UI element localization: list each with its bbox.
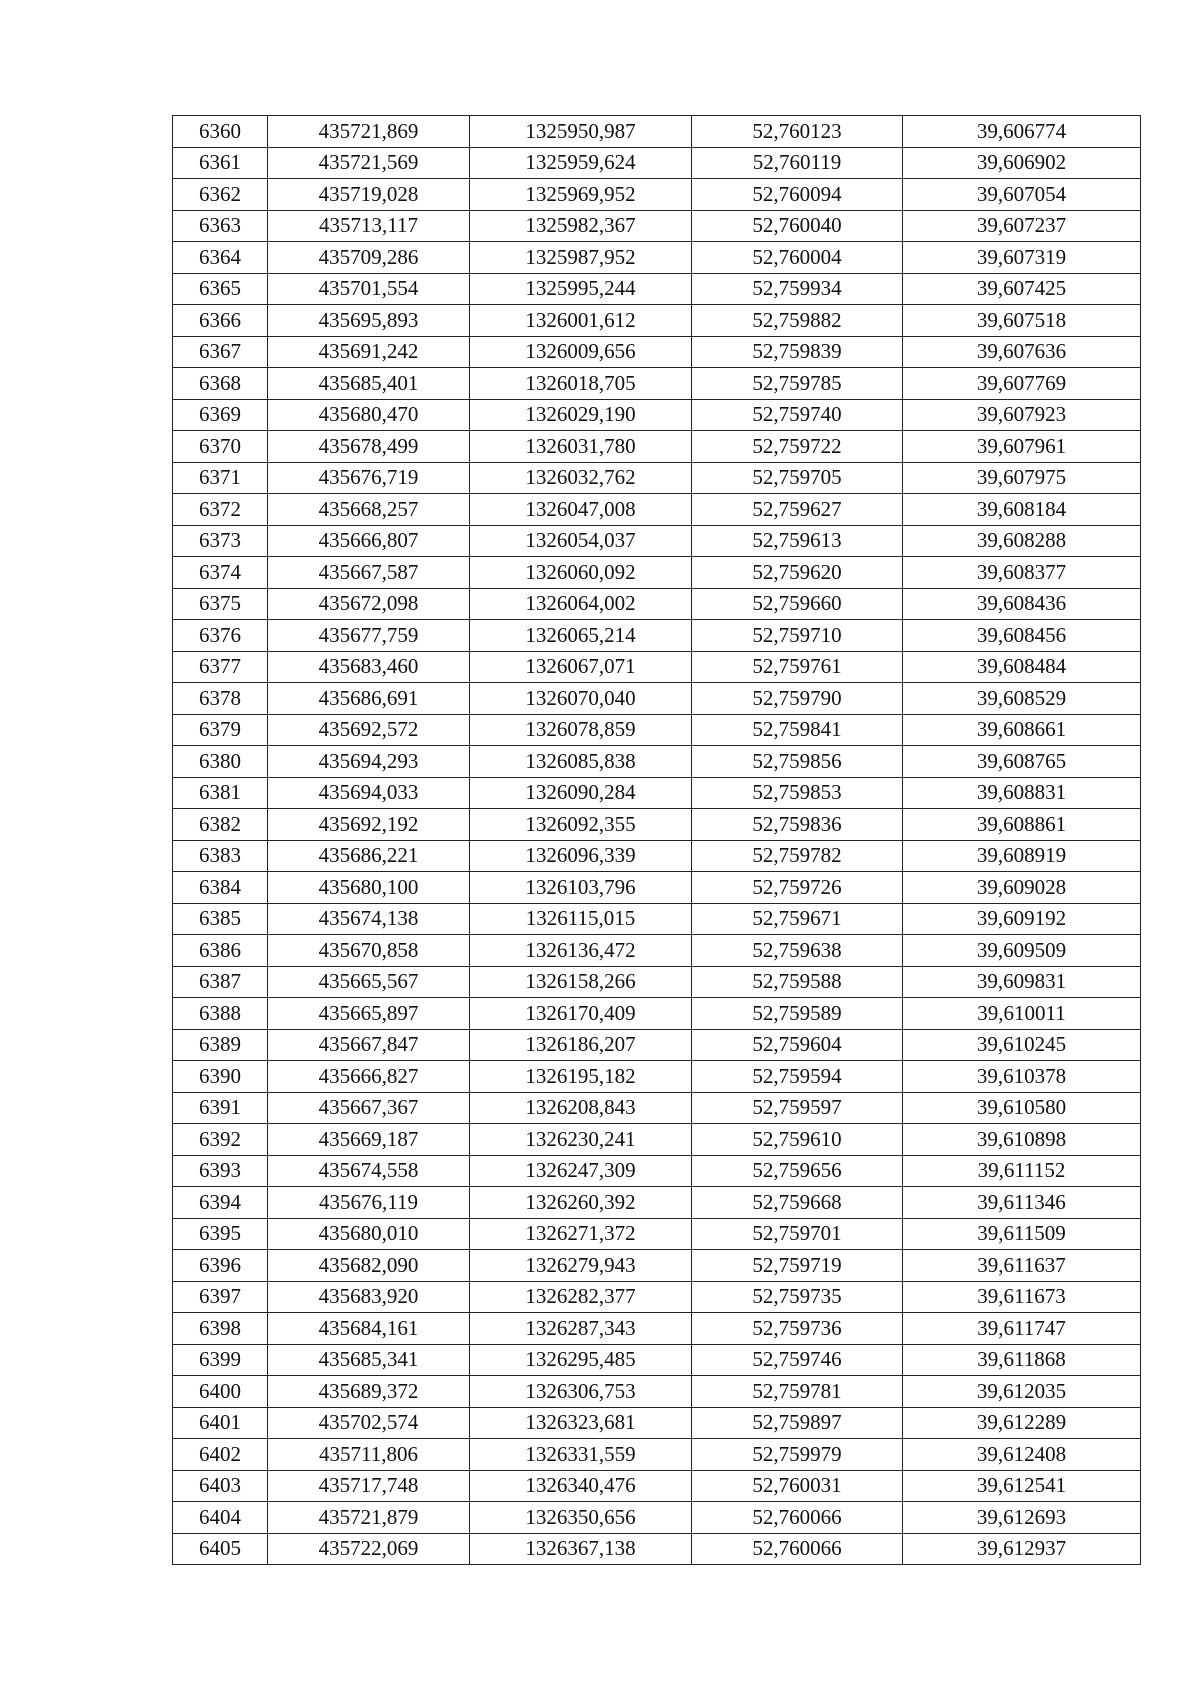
y-coordinate-cell: 1326085,838	[470, 746, 692, 778]
latitude-cell: 52,759836	[692, 809, 903, 841]
longitude-cell: 39,608919	[903, 840, 1141, 872]
point-number-cell: 6403	[173, 1470, 268, 1502]
y-coordinate-cell: 1326367,138	[470, 1533, 692, 1565]
x-coordinate-cell: 435676,119	[268, 1187, 470, 1219]
table-row	[173, 714, 1141, 746]
x-coordinate-cell: 435667,587	[268, 557, 470, 589]
x-coordinate-cell: 435680,010	[268, 1218, 470, 1250]
table-row	[173, 1061, 1141, 1093]
y-coordinate-cell: 1326096,339	[470, 840, 692, 872]
x-coordinate-cell: 435668,257	[268, 494, 470, 526]
x-coordinate-cell: 435669,187	[268, 1124, 470, 1156]
y-coordinate-cell: 1326170,409	[470, 998, 692, 1030]
latitude-cell: 52,759736	[692, 1313, 903, 1345]
point-number-cell: 6360	[173, 116, 268, 148]
point-number-cell: 6394	[173, 1187, 268, 1219]
longitude-cell: 39,608288	[903, 525, 1141, 557]
point-number-cell: 6368	[173, 368, 268, 400]
point-number-cell: 6375	[173, 588, 268, 620]
x-coordinate-cell: 435719,028	[268, 179, 470, 211]
y-coordinate-cell: 1326032,762	[470, 462, 692, 494]
table-row	[173, 462, 1141, 494]
point-number-cell: 6387	[173, 966, 268, 998]
y-coordinate-cell: 1326067,071	[470, 651, 692, 683]
table-row	[173, 273, 1141, 305]
table-row	[173, 1187, 1141, 1219]
longitude-cell: 39,608456	[903, 620, 1141, 652]
point-number-cell: 6379	[173, 714, 268, 746]
longitude-cell: 39,610245	[903, 1029, 1141, 1061]
latitude-cell: 52,759604	[692, 1029, 903, 1061]
x-coordinate-cell: 435702,574	[268, 1407, 470, 1439]
x-coordinate-cell: 435680,470	[268, 399, 470, 431]
point-number-cell: 6370	[173, 431, 268, 463]
x-coordinate-cell: 435711,806	[268, 1439, 470, 1471]
table-row	[173, 336, 1141, 368]
point-number-cell: 6397	[173, 1281, 268, 1313]
y-coordinate-cell: 1326340,476	[470, 1470, 692, 1502]
latitude-cell: 52,759710	[692, 620, 903, 652]
latitude-cell: 52,760066	[692, 1502, 903, 1534]
point-number-cell: 6389	[173, 1029, 268, 1061]
y-coordinate-cell: 1326115,015	[470, 903, 692, 935]
x-coordinate-cell: 435721,869	[268, 116, 470, 148]
point-number-cell: 6381	[173, 777, 268, 809]
y-coordinate-cell: 1325950,987	[470, 116, 692, 148]
longitude-cell: 39,608661	[903, 714, 1141, 746]
y-coordinate-cell: 1326009,656	[470, 336, 692, 368]
table-row	[173, 210, 1141, 242]
y-coordinate-cell: 1326018,705	[470, 368, 692, 400]
y-coordinate-cell: 1326103,796	[470, 872, 692, 904]
latitude-cell: 52,759589	[692, 998, 903, 1030]
x-coordinate-cell: 435721,569	[268, 147, 470, 179]
table-row	[173, 966, 1141, 998]
table-row	[173, 777, 1141, 809]
table-row	[173, 1533, 1141, 1565]
longitude-cell: 39,611346	[903, 1187, 1141, 1219]
latitude-cell: 52,759853	[692, 777, 903, 809]
longitude-cell: 39,607237	[903, 210, 1141, 242]
y-coordinate-cell: 1326158,266	[470, 966, 692, 998]
point-number-cell: 6378	[173, 683, 268, 715]
point-number-cell: 6366	[173, 305, 268, 337]
longitude-cell: 39,608831	[903, 777, 1141, 809]
latitude-cell: 52,760094	[692, 179, 903, 211]
y-coordinate-cell: 1326186,207	[470, 1029, 692, 1061]
latitude-cell: 52,760119	[692, 147, 903, 179]
table-row	[173, 620, 1141, 652]
y-coordinate-cell: 1326247,309	[470, 1155, 692, 1187]
x-coordinate-cell: 435667,367	[268, 1092, 470, 1124]
table-row	[173, 179, 1141, 211]
point-number-cell: 6399	[173, 1344, 268, 1376]
y-coordinate-cell: 1326136,472	[470, 935, 692, 967]
longitude-cell: 39,611673	[903, 1281, 1141, 1313]
x-coordinate-cell: 435674,558	[268, 1155, 470, 1187]
x-coordinate-cell: 435667,847	[268, 1029, 470, 1061]
point-number-cell: 6372	[173, 494, 268, 526]
point-number-cell: 6384	[173, 872, 268, 904]
point-number-cell: 6385	[173, 903, 268, 935]
latitude-cell: 52,760031	[692, 1470, 903, 1502]
table-row	[173, 1092, 1141, 1124]
point-number-cell: 6367	[173, 336, 268, 368]
latitude-cell: 52,759656	[692, 1155, 903, 1187]
point-number-cell: 6401	[173, 1407, 268, 1439]
point-number-cell: 6396	[173, 1250, 268, 1282]
latitude-cell: 52,760066	[692, 1533, 903, 1565]
point-number-cell: 6404	[173, 1502, 268, 1534]
longitude-cell: 39,608184	[903, 494, 1141, 526]
longitude-cell: 39,607769	[903, 368, 1141, 400]
longitude-cell: 39,609831	[903, 966, 1141, 998]
latitude-cell: 52,759638	[692, 935, 903, 967]
x-coordinate-cell: 435678,499	[268, 431, 470, 463]
point-number-cell: 6386	[173, 935, 268, 967]
y-coordinate-cell: 1326047,008	[470, 494, 692, 526]
point-number-cell: 6362	[173, 179, 268, 211]
latitude-cell: 52,759785	[692, 368, 903, 400]
longitude-cell: 39,612035	[903, 1376, 1141, 1408]
point-number-cell: 6374	[173, 557, 268, 589]
x-coordinate-cell: 435676,719	[268, 462, 470, 494]
point-number-cell: 6393	[173, 1155, 268, 1187]
y-coordinate-cell: 1326029,190	[470, 399, 692, 431]
point-number-cell: 6395	[173, 1218, 268, 1250]
y-coordinate-cell: 1326090,284	[470, 777, 692, 809]
x-coordinate-cell: 435717,748	[268, 1470, 470, 1502]
table-row	[173, 494, 1141, 526]
y-coordinate-cell: 1326279,943	[470, 1250, 692, 1282]
table-row	[173, 998, 1141, 1030]
longitude-cell: 39,607636	[903, 336, 1141, 368]
latitude-cell: 52,759934	[692, 273, 903, 305]
latitude-cell: 52,759740	[692, 399, 903, 431]
longitude-cell: 39,609509	[903, 935, 1141, 967]
y-coordinate-cell: 1326271,372	[470, 1218, 692, 1250]
y-coordinate-cell: 1326230,241	[470, 1124, 692, 1156]
latitude-cell: 52,759588	[692, 966, 903, 998]
table-row	[173, 1344, 1141, 1376]
latitude-cell: 52,759722	[692, 431, 903, 463]
longitude-cell: 39,612693	[903, 1502, 1141, 1534]
x-coordinate-cell: 435694,033	[268, 777, 470, 809]
latitude-cell: 52,759701	[692, 1218, 903, 1250]
x-coordinate-cell: 435692,192	[268, 809, 470, 841]
longitude-cell: 39,609192	[903, 903, 1141, 935]
x-coordinate-cell: 435684,161	[268, 1313, 470, 1345]
table-row	[173, 525, 1141, 557]
point-number-cell: 6383	[173, 840, 268, 872]
table-row	[173, 1029, 1141, 1061]
latitude-cell: 52,759594	[692, 1061, 903, 1093]
latitude-cell: 52,759839	[692, 336, 903, 368]
x-coordinate-cell: 435691,242	[268, 336, 470, 368]
y-coordinate-cell: 1326331,559	[470, 1439, 692, 1471]
table-row	[173, 431, 1141, 463]
longitude-cell: 39,610011	[903, 998, 1141, 1030]
latitude-cell: 52,759620	[692, 557, 903, 589]
y-coordinate-cell: 1325995,244	[470, 273, 692, 305]
longitude-cell: 39,607518	[903, 305, 1141, 337]
x-coordinate-cell: 435694,293	[268, 746, 470, 778]
latitude-cell: 52,759613	[692, 525, 903, 557]
longitude-cell: 39,607054	[903, 179, 1141, 211]
y-coordinate-cell: 1326295,485	[470, 1344, 692, 1376]
x-coordinate-cell: 435685,401	[268, 368, 470, 400]
longitude-cell: 39,611152	[903, 1155, 1141, 1187]
point-number-cell: 6371	[173, 462, 268, 494]
y-coordinate-cell: 1326070,040	[470, 683, 692, 715]
table-row	[173, 1155, 1141, 1187]
point-number-cell: 6364	[173, 242, 268, 274]
y-coordinate-cell: 1326078,859	[470, 714, 692, 746]
y-coordinate-cell: 1326031,780	[470, 431, 692, 463]
longitude-cell: 39,608436	[903, 588, 1141, 620]
longitude-cell: 39,608861	[903, 809, 1141, 841]
table-row	[173, 305, 1141, 337]
x-coordinate-cell: 435701,554	[268, 273, 470, 305]
x-coordinate-cell: 435672,098	[268, 588, 470, 620]
x-coordinate-cell: 435666,807	[268, 525, 470, 557]
point-number-cell: 6373	[173, 525, 268, 557]
x-coordinate-cell: 435686,691	[268, 683, 470, 715]
x-coordinate-cell: 435677,759	[268, 620, 470, 652]
y-coordinate-cell: 1326054,037	[470, 525, 692, 557]
table-row	[173, 1470, 1141, 1502]
y-coordinate-cell: 1325959,624	[470, 147, 692, 179]
table-row	[173, 557, 1141, 589]
latitude-cell: 52,759882	[692, 305, 903, 337]
y-coordinate-cell: 1326064,002	[470, 588, 692, 620]
latitude-cell: 52,759897	[692, 1407, 903, 1439]
table-row	[173, 1281, 1141, 1313]
y-coordinate-cell: 1326260,392	[470, 1187, 692, 1219]
latitude-cell: 52,760040	[692, 210, 903, 242]
x-coordinate-cell: 435692,572	[268, 714, 470, 746]
y-coordinate-cell: 1326323,681	[470, 1407, 692, 1439]
x-coordinate-cell: 435722,069	[268, 1533, 470, 1565]
latitude-cell: 52,759597	[692, 1092, 903, 1124]
longitude-cell: 39,611747	[903, 1313, 1141, 1345]
x-coordinate-cell: 435685,341	[268, 1344, 470, 1376]
table-row	[173, 399, 1141, 431]
x-coordinate-cell: 435683,460	[268, 651, 470, 683]
point-number-cell: 6369	[173, 399, 268, 431]
longitude-cell: 39,611637	[903, 1250, 1141, 1282]
latitude-cell: 52,759841	[692, 714, 903, 746]
longitude-cell: 39,610898	[903, 1124, 1141, 1156]
x-coordinate-cell: 435670,858	[268, 935, 470, 967]
y-coordinate-cell: 1325982,367	[470, 210, 692, 242]
point-number-cell: 6405	[173, 1533, 268, 1565]
x-coordinate-cell: 435674,138	[268, 903, 470, 935]
point-number-cell: 6365	[173, 273, 268, 305]
point-number-cell: 6376	[173, 620, 268, 652]
table-row	[173, 1376, 1141, 1408]
latitude-cell: 52,759627	[692, 494, 903, 526]
table-row	[173, 651, 1141, 683]
table-row	[173, 683, 1141, 715]
y-coordinate-cell: 1326287,343	[470, 1313, 692, 1345]
table-row	[173, 935, 1141, 967]
table-row	[173, 1250, 1141, 1282]
point-number-cell: 6363	[173, 210, 268, 242]
table-row	[173, 903, 1141, 935]
point-number-cell: 6391	[173, 1092, 268, 1124]
table-row	[173, 872, 1141, 904]
latitude-cell: 52,759746	[692, 1344, 903, 1376]
x-coordinate-cell: 435665,567	[268, 966, 470, 998]
longitude-cell: 39,607319	[903, 242, 1141, 274]
y-coordinate-cell: 1326208,843	[470, 1092, 692, 1124]
table-row	[173, 809, 1141, 841]
longitude-cell: 39,607961	[903, 431, 1141, 463]
table-row	[173, 368, 1141, 400]
longitude-cell: 39,612541	[903, 1470, 1141, 1502]
x-coordinate-cell: 435682,090	[268, 1250, 470, 1282]
y-coordinate-cell: 1326282,377	[470, 1281, 692, 1313]
point-number-cell: 6402	[173, 1439, 268, 1471]
x-coordinate-cell: 435666,827	[268, 1061, 470, 1093]
longitude-cell: 39,611868	[903, 1344, 1141, 1376]
x-coordinate-cell: 435721,879	[268, 1502, 470, 1534]
point-number-cell: 6380	[173, 746, 268, 778]
latitude-cell: 52,760004	[692, 242, 903, 274]
longitude-cell: 39,612937	[903, 1533, 1141, 1565]
y-coordinate-cell: 1326350,656	[470, 1502, 692, 1534]
y-coordinate-cell: 1326092,355	[470, 809, 692, 841]
latitude-cell: 52,759856	[692, 746, 903, 778]
point-number-cell: 6361	[173, 147, 268, 179]
point-number-cell: 6392	[173, 1124, 268, 1156]
table-row	[173, 242, 1141, 274]
table-row	[173, 1502, 1141, 1534]
longitude-cell: 39,607923	[903, 399, 1141, 431]
latitude-cell: 52,759782	[692, 840, 903, 872]
latitude-cell: 52,759761	[692, 651, 903, 683]
y-coordinate-cell: 1326306,753	[470, 1376, 692, 1408]
longitude-cell: 39,607975	[903, 462, 1141, 494]
longitude-cell: 39,612408	[903, 1439, 1141, 1471]
longitude-cell: 39,610378	[903, 1061, 1141, 1093]
x-coordinate-cell: 435695,893	[268, 305, 470, 337]
point-number-cell: 6390	[173, 1061, 268, 1093]
x-coordinate-cell: 435665,897	[268, 998, 470, 1030]
latitude-cell: 52,759735	[692, 1281, 903, 1313]
latitude-cell: 52,759781	[692, 1376, 903, 1408]
point-number-cell: 6400	[173, 1376, 268, 1408]
table-row	[173, 1218, 1141, 1250]
latitude-cell: 52,759610	[692, 1124, 903, 1156]
y-coordinate-cell: 1325969,952	[470, 179, 692, 211]
coordinates-table-body	[173, 116, 1141, 1565]
x-coordinate-cell: 435709,286	[268, 242, 470, 274]
longitude-cell: 39,607425	[903, 273, 1141, 305]
table-row	[173, 1439, 1141, 1471]
y-coordinate-cell: 1326195,182	[470, 1061, 692, 1093]
longitude-cell: 39,610580	[903, 1092, 1141, 1124]
latitude-cell: 52,759719	[692, 1250, 903, 1282]
longitude-cell: 39,612289	[903, 1407, 1141, 1439]
point-number-cell: 6398	[173, 1313, 268, 1345]
longitude-cell: 39,606902	[903, 147, 1141, 179]
table-row	[173, 1124, 1141, 1156]
table-row	[173, 840, 1141, 872]
table-row	[173, 746, 1141, 778]
x-coordinate-cell: 435713,117	[268, 210, 470, 242]
latitude-cell: 52,759979	[692, 1439, 903, 1471]
table-row	[173, 1407, 1141, 1439]
latitude-cell: 52,759668	[692, 1187, 903, 1219]
y-coordinate-cell: 1326060,092	[470, 557, 692, 589]
table-row	[173, 588, 1141, 620]
x-coordinate-cell: 435686,221	[268, 840, 470, 872]
latitude-cell: 52,759660	[692, 588, 903, 620]
x-coordinate-cell: 435683,920	[268, 1281, 470, 1313]
x-coordinate-cell: 435689,372	[268, 1376, 470, 1408]
longitude-cell: 39,606774	[903, 116, 1141, 148]
y-coordinate-cell: 1326001,612	[470, 305, 692, 337]
longitude-cell: 39,611509	[903, 1218, 1141, 1250]
longitude-cell: 39,608484	[903, 651, 1141, 683]
point-number-cell: 6382	[173, 809, 268, 841]
longitude-cell: 39,609028	[903, 872, 1141, 904]
coordinates-table	[172, 115, 1141, 1565]
table-row	[173, 116, 1141, 148]
table-row	[173, 147, 1141, 179]
table-row	[173, 1313, 1141, 1345]
y-coordinate-cell: 1326065,214	[470, 620, 692, 652]
latitude-cell: 52,759726	[692, 872, 903, 904]
latitude-cell: 52,760123	[692, 116, 903, 148]
latitude-cell: 52,759671	[692, 903, 903, 935]
point-number-cell: 6388	[173, 998, 268, 1030]
x-coordinate-cell: 435680,100	[268, 872, 470, 904]
longitude-cell: 39,608377	[903, 557, 1141, 589]
longitude-cell: 39,608765	[903, 746, 1141, 778]
point-number-cell: 6377	[173, 651, 268, 683]
latitude-cell: 52,759705	[692, 462, 903, 494]
y-coordinate-cell: 1325987,952	[470, 242, 692, 274]
latitude-cell: 52,759790	[692, 683, 903, 715]
longitude-cell: 39,608529	[903, 683, 1141, 715]
